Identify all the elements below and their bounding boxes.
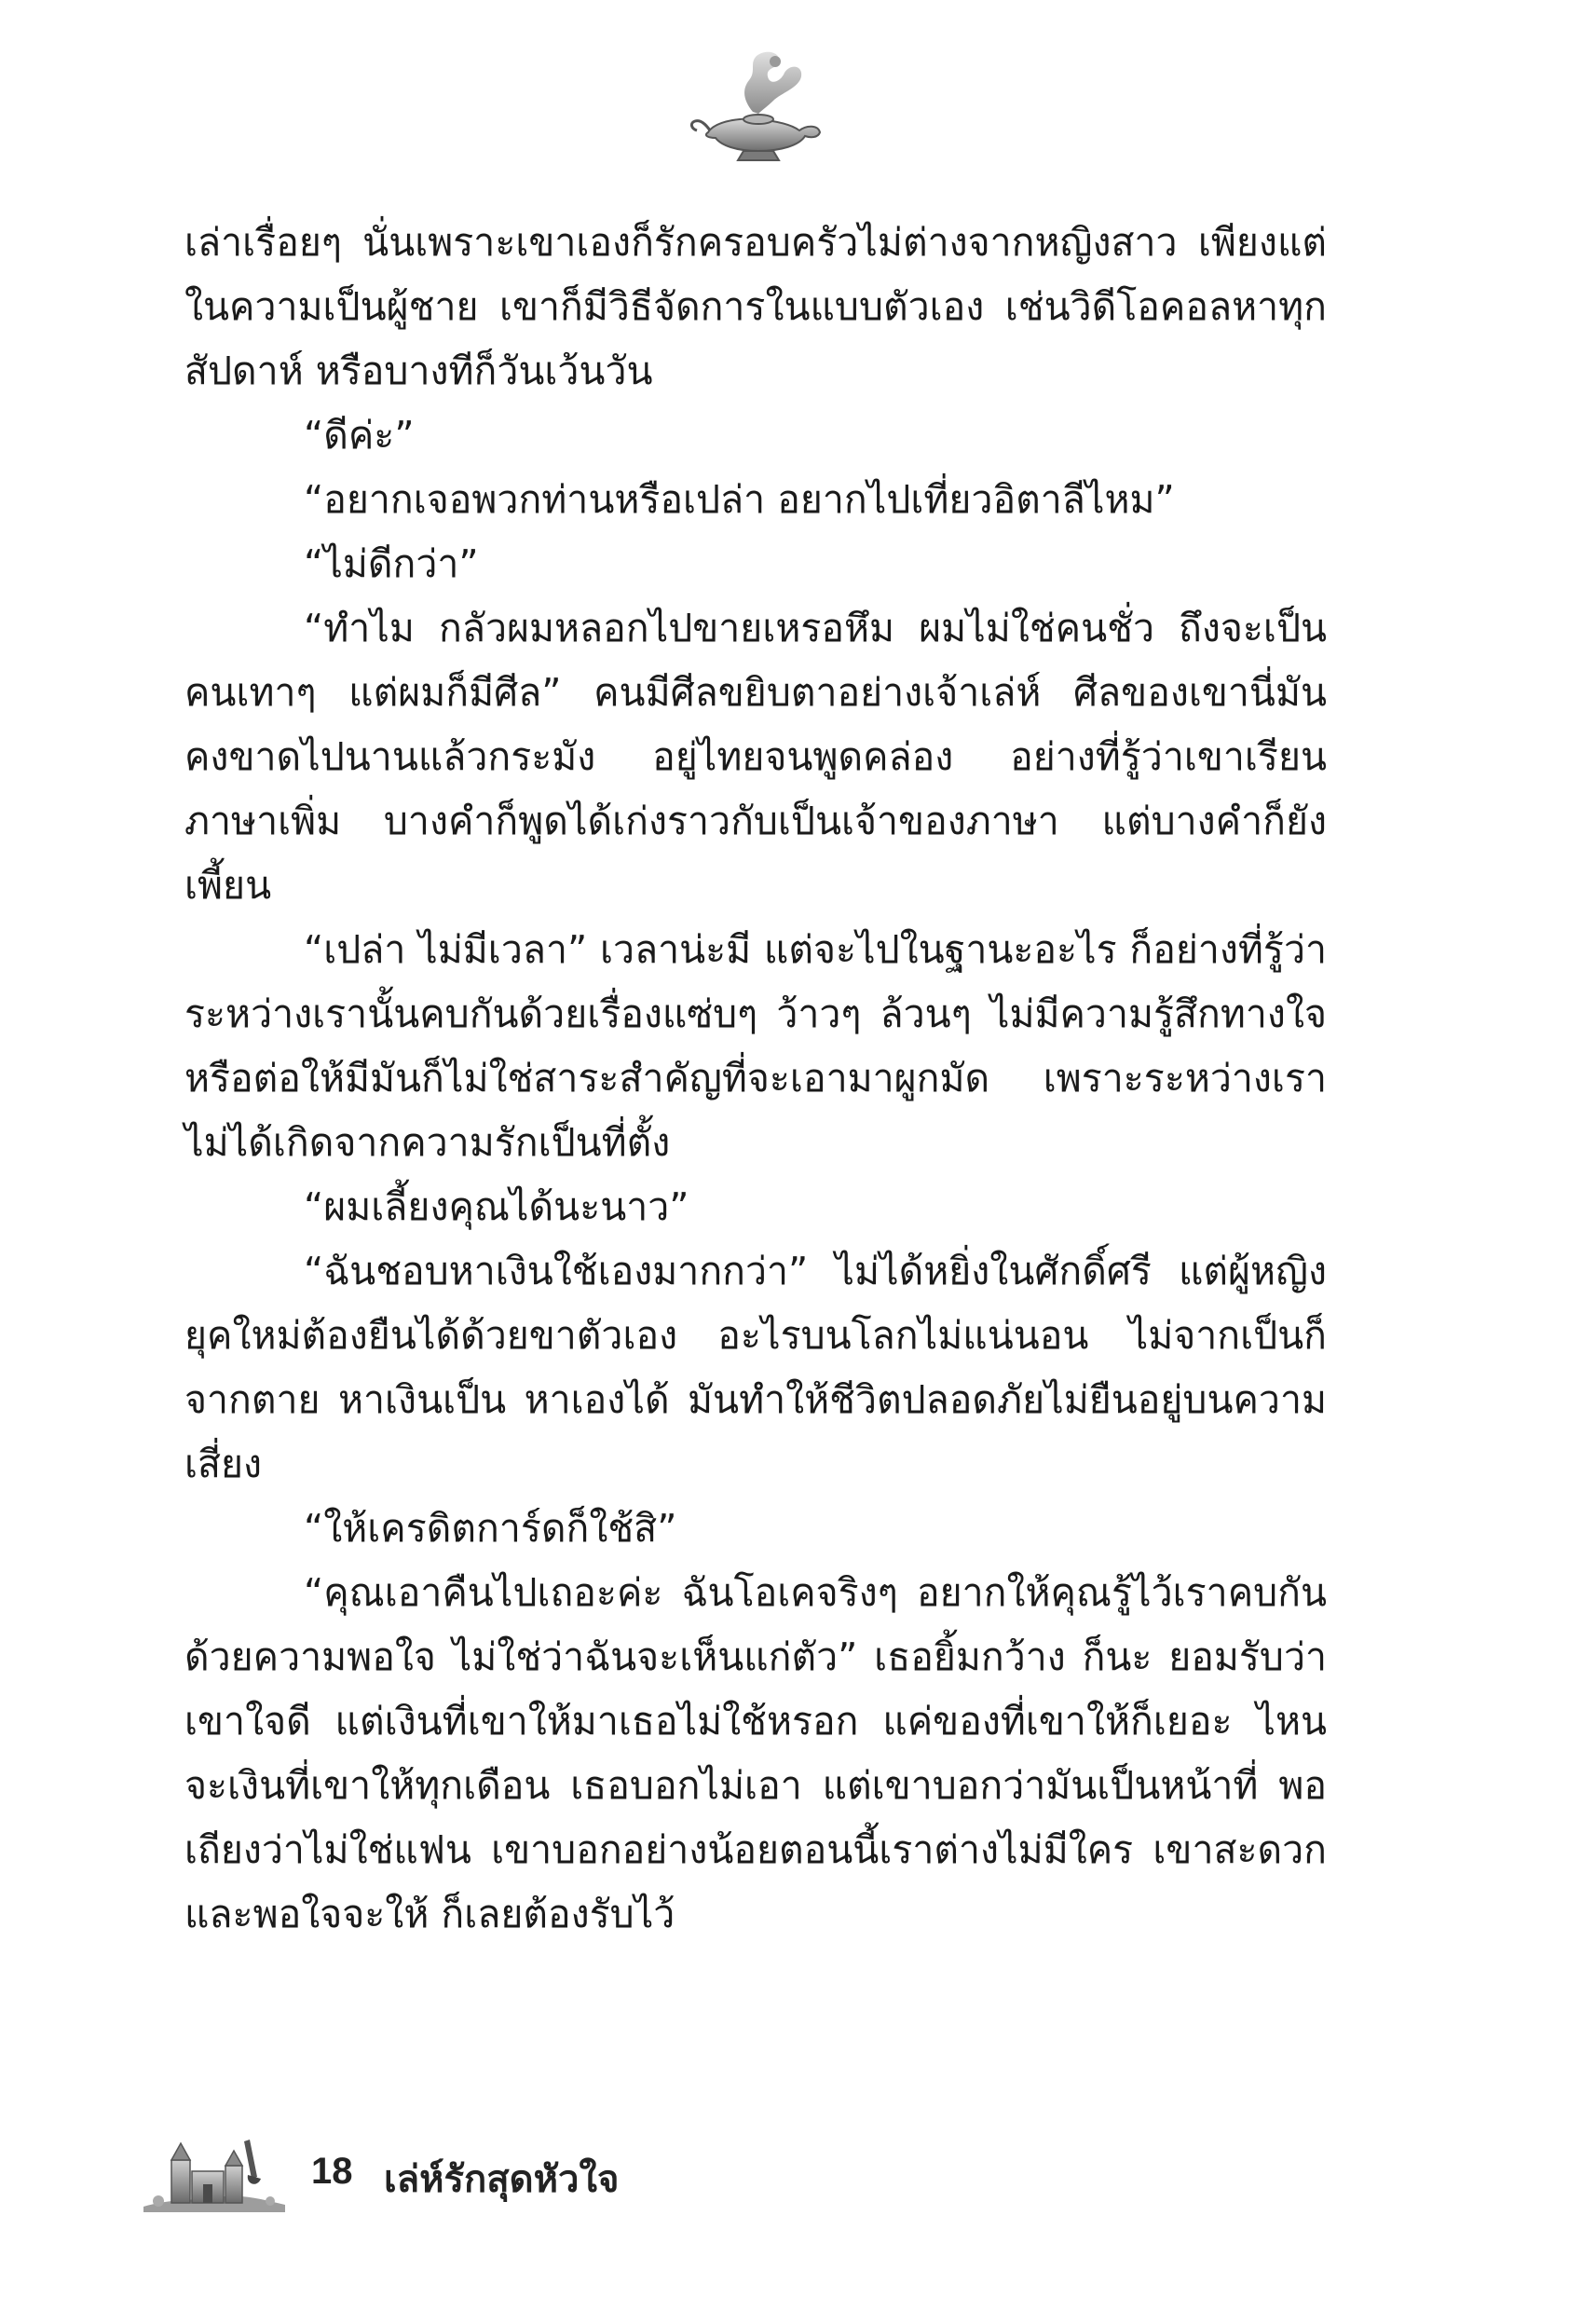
paragraph: “ไม่ดีกว่า” xyxy=(304,541,479,586)
body-text xyxy=(184,211,1327,1947)
page-footer xyxy=(140,2123,699,2225)
sandcastle-icon xyxy=(140,2123,289,2216)
paragraph: “ฉันชอบหาเงินใช้เองมากกว่า” ไม่ได้หยิ่งในศักดิ์ศรี แต่ผู้หญิงยุคใหม่ต้องยืนได้ด้วยขาตัวเอง อะไรบนโลกไม่แน่นอน ไม่จากเป็นก็จากตาย หาเงินเป็น หาเองได้ มันทำให้ชีวิตปลอดภัยไม่ยืนอยู่บนความเสี่ยง xyxy=(184,1249,1327,1486)
paragraph: “เปล่า ไม่มีเวลา” เวลาน่ะมี แต่จะไปในฐานะอะไร ก็อย่างที่รู้ว่าระหว่างเรานั้นคบกันด้วยเรื่องแซ่บๆ ว้าวๆ ล้วนๆ ไม่มีความรู้สึกทางใจหรือต่อให้มีมันก็ไม่ใช่สาระสำคัญที่จะเอามาผูกมัด เพราะระหว่างเราไม่ได้เกิดจากความรักเป็นที่ตั้ง xyxy=(184,927,1327,1165)
genie-lamp-icon xyxy=(688,45,827,168)
paragraph: “ให้เครดิตการ์ดก็ใช้สิ” xyxy=(304,1506,677,1551)
book-title: เล่ห์รักสุดหัวใจ xyxy=(384,2158,620,2201)
paragraph: “ดีค่ะ” xyxy=(304,413,415,458)
paragraph: “อยากเจอพวกท่านหรือเปล่า อยากไปเที่ยวอิตาลีไหม” xyxy=(304,477,1175,522)
paragraph: “ทำไม กลัวผมหลอกไปขายเหรอหึม ผมไม่ใช่คนชั่ว ถึงจะเป็นคนเทาๆ แต่ผมก็มีศีล” คนมีศีลขยิบตาอย่างเจ้าเล่ห์ ศีลของเขานี่มันคงขาดไปนานแล้วกระมัง อยู่ไทยจนพูดคล่อง อย่างที่รู้ว่าเขาเรียนภาษาเพิ่ม บางคำก็พูดได้เก่งราวกับเป็นเจ้าของภาษา แต่บางคำก็ยังเพี้ยน xyxy=(184,606,1327,908)
page-number: 18 xyxy=(311,2151,353,2192)
paragraph: “คุณเอาคืนไปเถอะค่ะ ฉันโอเคจริงๆ อยากให้คุณรู้ไว้เราคบกันด้วยความพอใจ ไม่ใช่ว่าฉันจะเห็นแก่ตัว” เธอยิ้มกว้าง ก็นะ ยอมรับว่าเขาใจดี แต่เงินที่เขาให้มาเธอไม่ใช้หรอก แค่ของที่เขาให้ก็เยอะ ไหนจะเงินที่เขาให้ทุกเดือน เธอบอกไม่เอา แต่เขาบอกว่ามันเป็นหน้าที่ พอเถียงว่าไม่ใช่แฟน เขาบอกอย่างน้อยตอนนี้เราต่างไม่มีใคร เขาสะดวกและพอใจจะให้ ก็เลยต้องรับไว้ xyxy=(184,1570,1327,1936)
paragraph: “ผมเลี้ยงคุณได้นะนาว” xyxy=(304,1184,689,1229)
paragraph: เล่าเรื่อยๆ นั่นเพราะเขาเองก็รักครอบครัวไม่ต่างจากหญิงสาว เพียงแต่ในความเป็นผู้ชาย เขาก็มีวิธีจัดการในแบบตัวเอง เช่นวิดีโอคอลหาทุกสัปดาห์ หรือบางทีก็วันเว้นวัน xyxy=(184,220,1327,393)
